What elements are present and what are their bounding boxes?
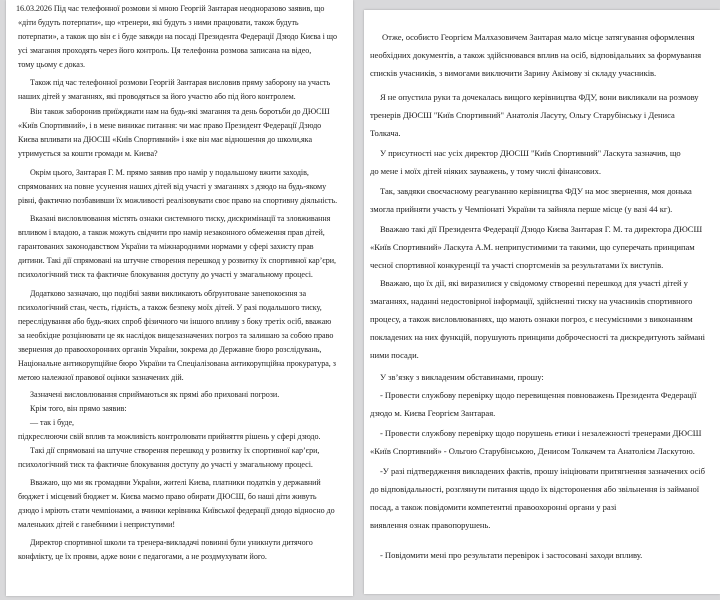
right-page-text-line: Так, завдяки своєчасному реагуванню керівництва ФДУ на моє звернення, моя донька xyxy=(380,186,692,196)
left-page-text-line: 16.03.2026 Під час телефонної розмови зі мною Георгій Зантарая неодноразово заявив, що xyxy=(16,4,325,13)
right-page-text-line: дзюдо м. Києва Георгієм Зантарая. xyxy=(370,408,496,418)
right-page-text-line: - Повідомити мені про результати перевірок і застосовані заходи впливу. xyxy=(380,550,643,560)
left-page-text-line: психологічний тиск та фактичне блокування доступу до участі у змагальному процесі. xyxy=(18,460,313,469)
left-page-text-line: «Київ Спортивний», і в мене виникає питання: чи має право Президент Федерації Дзюдо xyxy=(18,121,322,130)
right-page-text-line: ними посади. xyxy=(370,350,419,360)
left-page-text-line: впливом і владою, а також можуть свідчити про намір незаконного обмеження прав дітей, xyxy=(18,228,325,237)
right-page-text-line: до відповідальності, розглянути питання щодо їх відсторонення або звільнення із займаної xyxy=(370,484,700,494)
left-page-text-line: Директор спортивної школи та тренера-викладачі повинні були уникнути дитячого xyxy=(30,538,313,547)
left-page-text-line: Національне антикорупційне бюро України та Спеціалізована антикорупційна прокуратура, з xyxy=(18,359,336,368)
left-page-text-line: Крім того, він прямо заявив: xyxy=(30,404,127,413)
left-page-text-line: тому цьому є доказ. xyxy=(18,60,85,69)
left-page-text-line: гарантованих законодавством України та міжнародними нормами у сфері захисту прав xyxy=(18,242,314,251)
right-page-text-line: «Київ Спортивний» Ласкута А.М. неприпустимими та такими, що суперечать принципам xyxy=(370,242,695,252)
right-page-text-line: списків учасників, з вимогами виключити Зарину Акімову зі складу учасників. xyxy=(370,68,657,78)
left-page-text-line: Такі дії спрямовані на штучне створення перешкод у розвитку їх спортивної кар’єри, xyxy=(30,446,320,455)
left-page-text-line: підкреслюючи свій вплив та можливість контролювати прийняття рішень у сфері дзюдо. xyxy=(18,432,321,441)
right-page-text-line: чесної спортивної конкуренції та участі спортсменів за результатами їх виступів. xyxy=(370,260,664,270)
right-page-text-line: - Провести службову перевірку щодо порушень етики і незалежності тренерами ДЮСШ xyxy=(380,428,702,438)
right-page-text-line: Вважаю, що їх дії, які виразилися у свідомому створенні перешкод для участі дітей у xyxy=(380,278,688,288)
right-page-text-line: до мене і моїх дітей ніяких зауважень, у тому числі фінансових. xyxy=(370,166,601,176)
right-document-page xyxy=(364,10,720,594)
left-page-text-line: утримується за кошти громади м. Києва? xyxy=(18,149,158,158)
left-page-text-line: Зазначені висловлювання сприймаються як прямі або приховані погрози. xyxy=(30,390,280,399)
left-page-text-line: рівні, фактично позбавивши їх можливості реалізовувати своє право на спортивну діяльність. xyxy=(18,196,338,205)
left-page-text-line: Києва впливати на ДЮСШ «Київ Спортивний» і яке він має відношення до школи,яка xyxy=(18,135,312,144)
left-page-text-line: за необхідне розцінювати це як наслідок вищезазначених погроз та залишаю за собою право xyxy=(18,331,334,340)
right-page-text-line: тренерів ДЮСШ "Київ Спортивний" Анатолія Ласуту, Ольгу Старубінську і Дениса xyxy=(370,110,675,120)
right-page-text-line: У зв’язку з викладеним обставинами, прошу: xyxy=(380,372,544,382)
right-page-text-line: Я не опустила руки та дочекалась вищого керівництва ФДУ, вони викликали на розмову xyxy=(380,92,699,102)
left-page-text-line: потерпати», а також що він є і буде завжди на посаді Президента Федерації Дзюдо Києва і що xyxy=(18,32,337,41)
left-page-text-line: Він також заборонив приїжджати нам на будь-які змагання та день боротьби до ДЮСШ xyxy=(30,107,330,116)
right-page-text-line: «Київ Спортивний» - Ольгою Старубінською, Денисом Толкачем та Анатолієм Ласкутою. xyxy=(370,446,695,456)
left-page-text-line: усі змагання проходять через його контроль. Ця телефонна розмова записана на відео, xyxy=(18,46,312,55)
left-page-text-line: бюджет і місцевий бюджет м. Києва маємо право обирати ДЮСШ, бо наші діти живуть xyxy=(18,492,317,501)
right-page-text-line: процесу, а також висловлюваннях, що мають ознаки погроз, є несумісними з виконанням xyxy=(370,314,693,324)
right-page-text-line: виявлення ознак правопорушень. xyxy=(370,520,491,530)
left-page-text-line: конфлікту, це їх прояви, адже вони є педагогами, а не роздмухувати його. xyxy=(18,552,267,561)
left-page-text-line: Також під час телефонної розмови Георгій Зантарая висловив пряму заборону на участь xyxy=(30,78,331,87)
left-page-text-line: Додатково зазначаю, що подібні заяви викликають обґрунтоване занепокоєння за xyxy=(30,289,306,298)
right-page-text-line: необхідних документів, а також здійснювався вплив на осіб, відповідальних за формування xyxy=(370,50,702,60)
left-page-text-line: дитини. Такі дії спрямовані на штучне створення перешкод у розвитку їх спортивної кар’єри, xyxy=(18,256,336,265)
right-page-text-line: Вважаю такі дії Президента Федерації Дзюдо Києва Зантарая Г. М. та директора ДЮСШ xyxy=(380,224,703,234)
left-page-text-line: метою належної правової оцінки зазначених дій. xyxy=(18,373,184,382)
left-page-text-line: «діти будуть потерпати», що «тренери, які будуть з ними працювати, також будуть xyxy=(18,18,299,27)
right-page-text-line: покладених на них функцій, порушують принципи доброчесності та дискредитують займані xyxy=(370,332,705,342)
right-page-text-line: посад, а також повідомити компетентні правоохоронні органи у разі xyxy=(370,502,617,512)
left-page-text-line: Вказані висловлювання містять ознаки системного тиску, дискримінації та зловживання xyxy=(30,214,331,223)
left-page-text-line: Окрім цього, Зантарая Г. М. прямо заявив про намір у подальшому вжити заходів, xyxy=(30,168,309,177)
left-page-text-line: наших дітей у змаганнях, які проводяться за його участю або під його контролем. xyxy=(18,92,296,101)
left-page-text-line: — так і буде, xyxy=(30,418,75,427)
left-page-text-line: переслідування або будь-яких спроб фізичного чи іншого впливу з боку третіх осіб, вважаю xyxy=(18,317,332,326)
right-page-text-line: У присутності нас усіх директор ДЮСШ "Київ Спортивний" Ласкута зазначив, що xyxy=(380,148,681,158)
left-page-text-line: звернення до правоохоронних органів України, зокрема до Державне бюро розслідувань, xyxy=(18,345,322,354)
left-page-text-line: психологічний стан, честь, гідність, а також безпеку моїх дітей. У разі подальшого тиску, xyxy=(18,303,322,312)
right-page-text-line: -У разі підтвердження викладених фактів, прошу ініціювати притягнення зазначених осіб xyxy=(380,466,705,476)
left-page-text-line: Вважаю, що ми як громадяни України, жителі Києва, платники податків у державний xyxy=(30,478,321,487)
right-page-text-line: Толкача. xyxy=(370,128,401,138)
right-page-text-line: змаганнях, наданні недостовірної інформації, здійсненні тиску на учасників спортивного xyxy=(370,296,693,306)
right-page-text-line: змогла прийняти участь у Чемпіонаті України та зайняла перше місце (у вазі 44 кг). xyxy=(370,204,673,214)
right-page-text-line: - Провести службову перевірку щодо перевищення повноважень Президента Федерації xyxy=(380,390,697,400)
left-page-text-line: маленьких дітей є ганебними і непристутими! xyxy=(18,520,176,529)
left-document-page xyxy=(6,0,353,596)
left-page-text-line: дзюдо і мріють стати чемпіонами, а вчинки керівника Київської федерації дзюдо відносно до xyxy=(18,506,335,515)
left-page-text-line: психологічний тиск та фактичне блокування доступу до участі у змагальному процесі. xyxy=(18,270,313,279)
right-page-text-line: Отже, особисто Георгієм Малхазовичем Зантарая мало місце затягування оформлення xyxy=(382,32,695,42)
left-page-text-line: спрямованих на повне усунення наших дітей від участі у змаганнях з дзюдо на будь-якому xyxy=(18,182,327,191)
